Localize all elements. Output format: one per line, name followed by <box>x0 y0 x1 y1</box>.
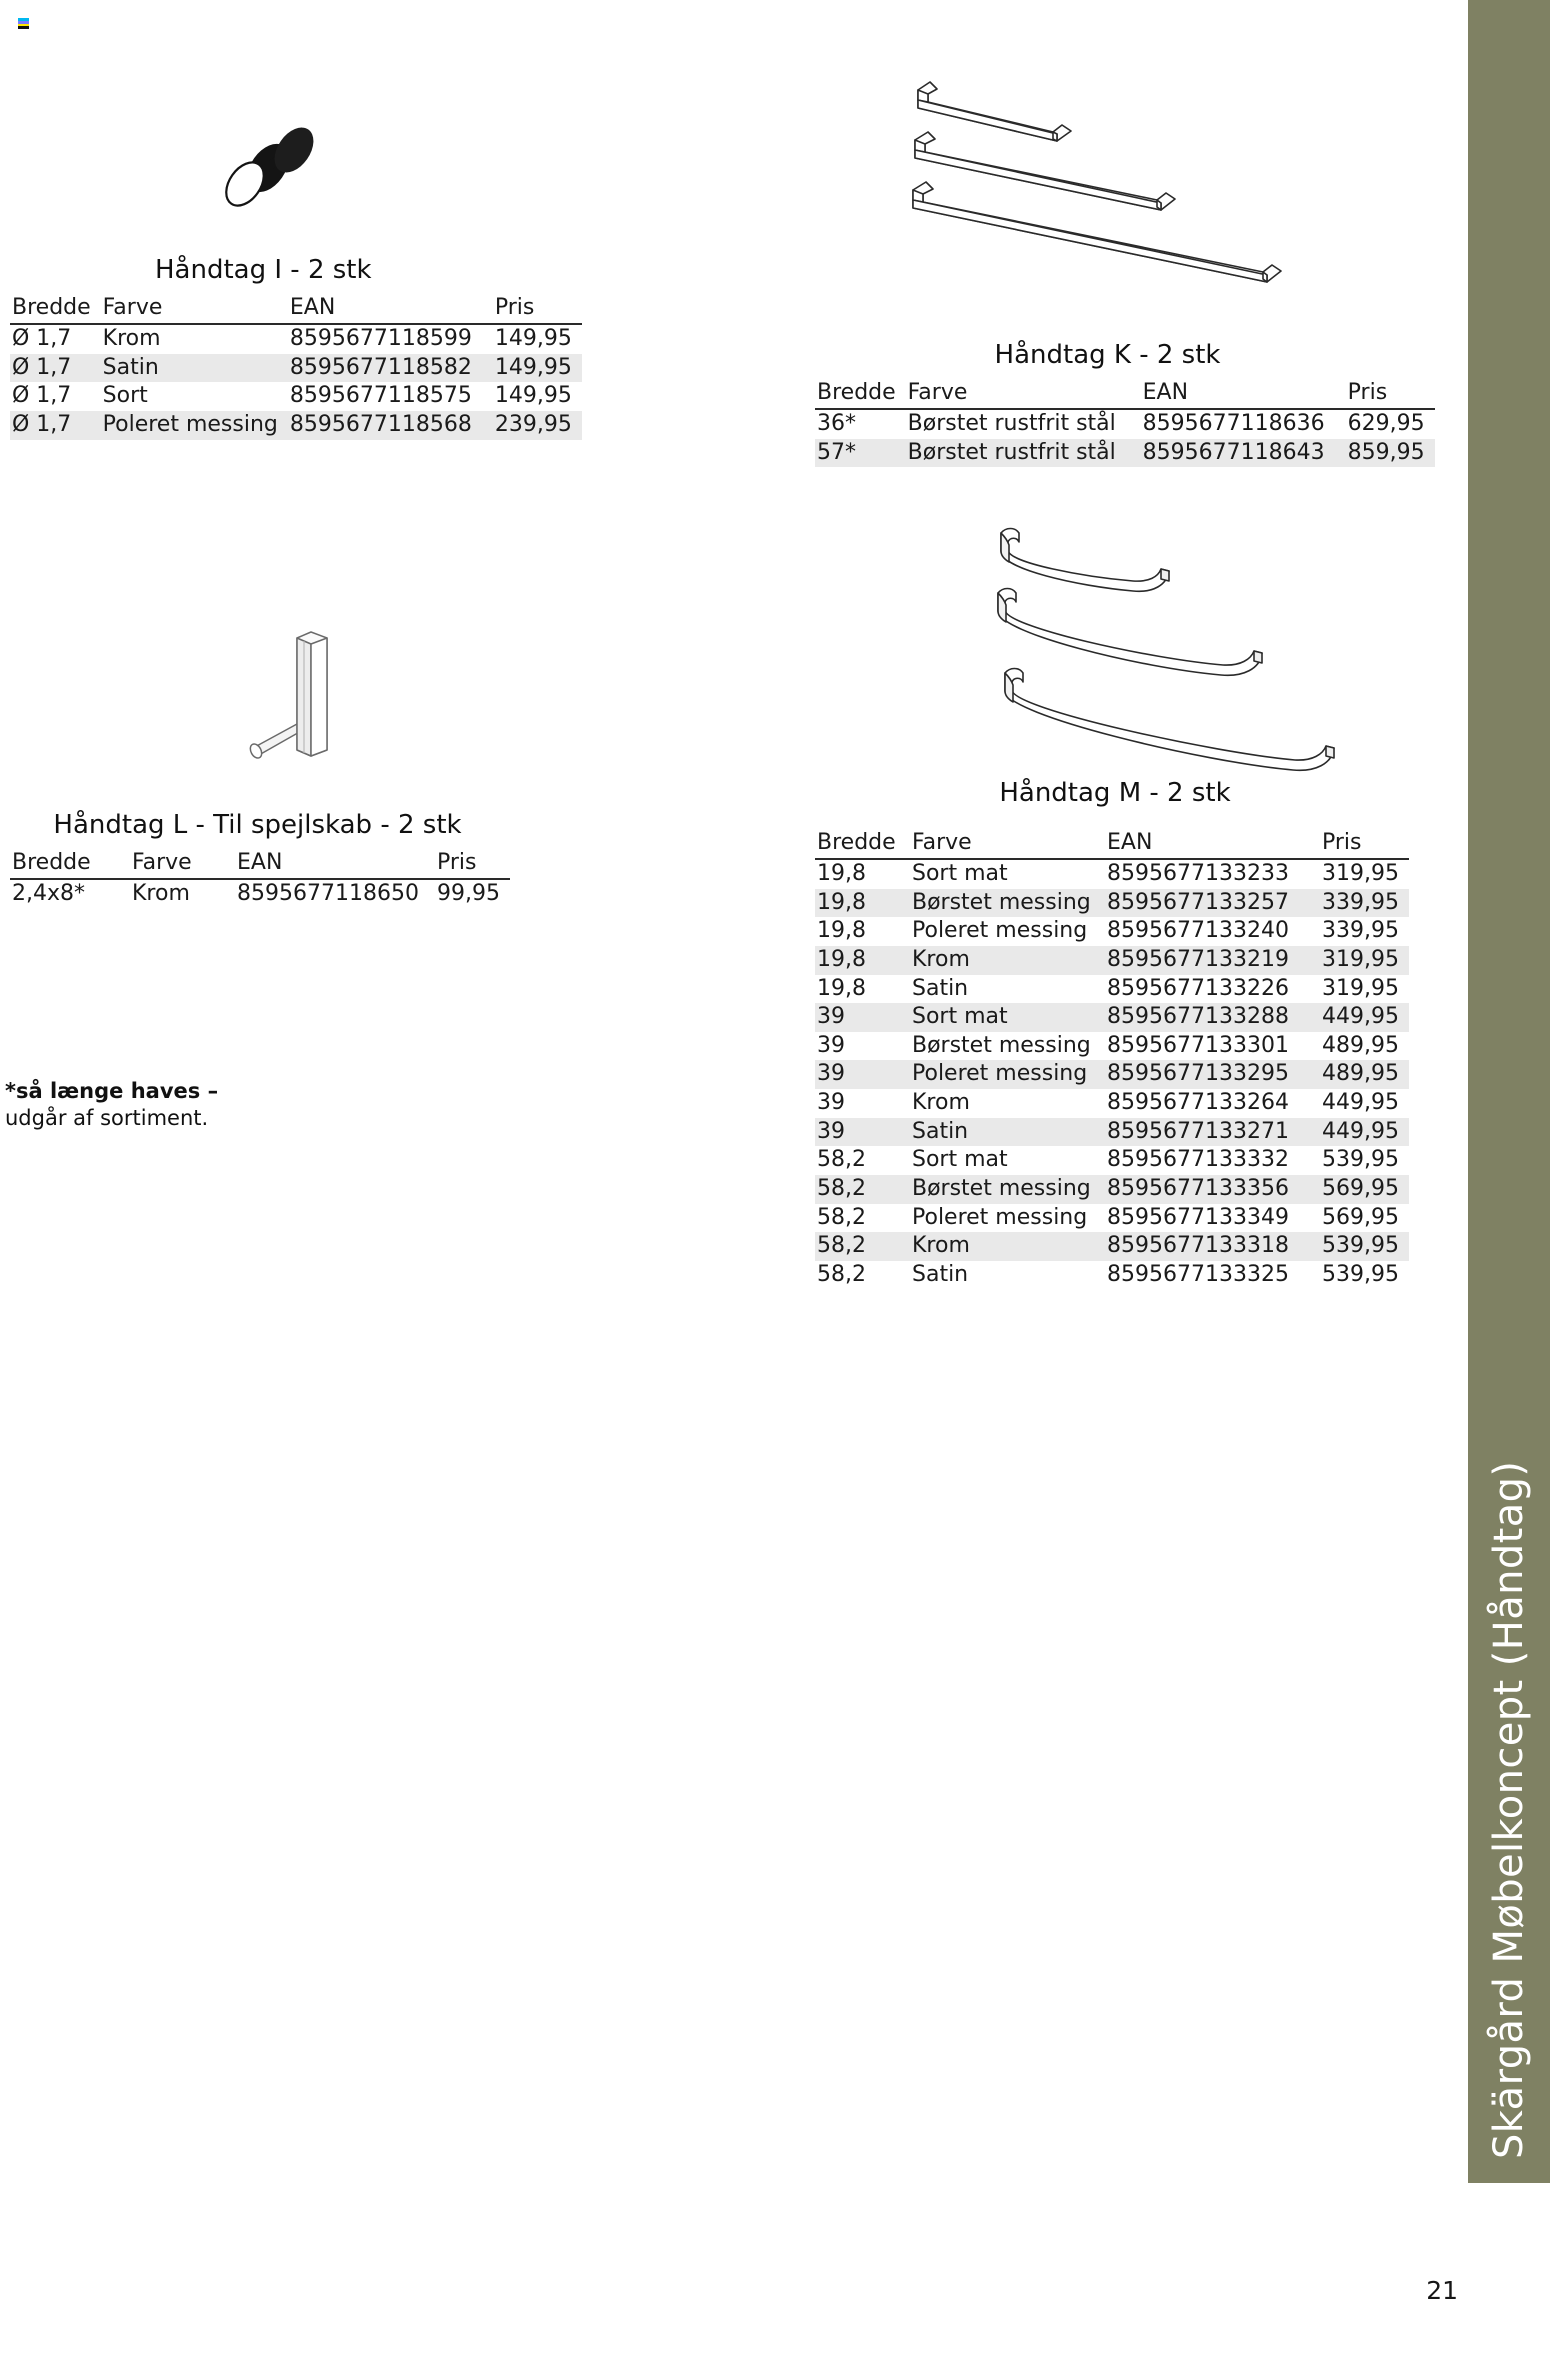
column-header-farve: Farve <box>910 830 1105 859</box>
table-row <box>815 1204 1409 1233</box>
haandtag-k-illustration <box>885 62 1305 312</box>
price-table-haandtag-m <box>815 830 1409 1289</box>
cell-ean: 8595677133295 <box>1107 1061 1289 1087</box>
cell-pris: 449,95 <box>1322 1118 1399 1144</box>
cell-pris: 539,95 <box>1322 1261 1399 1287</box>
footnote <box>5 1078 218 1132</box>
column-header-bredde: Bredde <box>10 295 101 324</box>
cell-farve: Sort mat <box>912 861 1008 886</box>
cell-farve: Poleret messing <box>912 1061 1088 1087</box>
cell-farve: Børstet messing <box>912 889 1091 915</box>
cell-bredde: 39 <box>817 1090 845 1115</box>
column-header-farve: Farve <box>130 850 235 879</box>
cell-ean: 8595677133318 <box>1107 1233 1289 1259</box>
product-block-haandtag-i <box>10 255 582 440</box>
table-row <box>10 879 510 909</box>
product-title-haandtag-l: Håndtag L - Til spejlskab - 2 stk <box>53 810 462 840</box>
column-header-ean: EAN <box>1141 380 1346 409</box>
table-row <box>10 324 582 354</box>
cell-bredde: 19,8 <box>817 889 866 915</box>
cell-ean: 8595677133233 <box>1107 861 1289 886</box>
cell-bredde: 36* <box>817 411 856 436</box>
table-row <box>815 889 1409 918</box>
price-table-haandtag-k <box>815 380 1435 467</box>
cell-pris: 539,95 <box>1322 1233 1399 1259</box>
sidebar-title: Skärgård Møbelkoncept (Håndtag) <box>1486 1460 1532 2159</box>
cell-farve: Poleret messing <box>912 918 1088 944</box>
table-header-row <box>10 850 510 879</box>
cell-pris: 859,95 <box>1347 439 1425 465</box>
cell-pris: 239,95 <box>494 411 572 437</box>
column-header-bredde: Bredde <box>10 850 130 879</box>
table-row <box>10 411 582 440</box>
sidebar-band <box>1468 0 1550 2183</box>
cell-pris: 489,95 <box>1322 1061 1399 1087</box>
cell-bredde: 2,4x8* <box>12 881 86 906</box>
table-row <box>815 917 1409 946</box>
cell-ean: 8595677133271 <box>1107 1118 1289 1144</box>
table-row <box>10 382 582 411</box>
haandtag-i-illustration <box>205 118 335 218</box>
column-header-bredde: Bredde <box>815 380 906 409</box>
cell-bredde: 39 <box>817 1004 845 1030</box>
cell-farve: Krom <box>912 1233 970 1259</box>
cell-pris: 149,95 <box>494 326 572 351</box>
cell-ean: 8595677133219 <box>1107 946 1289 972</box>
cell-bredde: 19,8 <box>817 946 866 972</box>
table-header-row <box>10 295 582 324</box>
cell-bredde: 58,2 <box>817 1204 866 1230</box>
cell-farve: Sort mat <box>912 1004 1008 1030</box>
cell-pris: 339,95 <box>1322 889 1399 915</box>
column-header-bredde: Bredde <box>815 830 910 859</box>
column-header-farve: Farve <box>906 380 1141 409</box>
cell-bredde: 58,2 <box>817 1233 866 1259</box>
cell-pris: 99,95 <box>437 881 500 906</box>
cell-bredde: 39 <box>817 1118 845 1144</box>
table-row <box>815 946 1409 975</box>
cell-farve: Krom <box>102 326 161 351</box>
cell-pris: 489,95 <box>1322 1032 1399 1058</box>
cell-pris: 319,95 <box>1322 975 1399 1001</box>
cell-bredde: 58,2 <box>817 1175 866 1201</box>
cell-bredde: 58,2 <box>817 1261 866 1287</box>
column-header-pris: Pris <box>1346 380 1435 409</box>
table-row <box>815 1089 1409 1118</box>
cell-ean: 8595677118575 <box>289 383 472 409</box>
table-row <box>815 1118 1409 1147</box>
cell-ean: 8595677118636 <box>1142 411 1325 436</box>
footnote-line-1: *så længe haves – <box>5 1079 219 1103</box>
cell-pris: 149,95 <box>494 354 572 380</box>
table-row <box>815 439 1435 468</box>
page-number: 21 <box>1426 2276 1458 2305</box>
cell-ean: 8595677133264 <box>1107 1090 1289 1115</box>
haandtag-m-illustration <box>965 515 1365 780</box>
cell-pris: 569,95 <box>1322 1175 1399 1201</box>
column-header-ean: EAN <box>235 850 435 879</box>
cell-ean: 8595677133332 <box>1107 1147 1289 1173</box>
cell-pris: 539,95 <box>1322 1147 1399 1173</box>
cell-farve: Krom <box>912 946 970 972</box>
cell-bredde: Ø 1,7 <box>12 326 72 351</box>
cell-farve: Børstet rustfrit stål <box>907 411 1116 436</box>
column-header-pris: Pris <box>435 850 510 879</box>
table-row <box>815 1032 1409 1061</box>
cell-bredde: 57* <box>817 439 856 465</box>
cell-farve: Satin <box>912 1118 969 1144</box>
cell-ean: 8595677133257 <box>1107 889 1289 915</box>
table-row <box>10 354 582 383</box>
cell-farve: Sort mat <box>912 1147 1008 1173</box>
table-row <box>815 409 1435 439</box>
column-header-pris: Pris <box>493 295 582 324</box>
product-title-haandtag-k: Håndtag K - 2 stk <box>994 340 1221 370</box>
cell-ean: 8595677133240 <box>1107 918 1289 944</box>
column-header-ean: EAN <box>288 295 493 324</box>
column-header-ean: EAN <box>1105 830 1320 859</box>
cell-farve: Satin <box>912 975 969 1001</box>
cell-ean: 8595677118568 <box>289 411 472 437</box>
black-swatch <box>18 26 29 29</box>
cell-bredde: Ø 1,7 <box>12 411 72 437</box>
color-registration-mark <box>18 18 29 29</box>
cell-ean: 8595677118650 <box>237 881 419 906</box>
cell-ean: 8595677118599 <box>289 326 472 351</box>
footnote-line-2: udgår af sortiment. <box>5 1105 209 1130</box>
table-row <box>815 1003 1409 1032</box>
table-row <box>815 1175 1409 1204</box>
cell-pris: 569,95 <box>1322 1204 1399 1230</box>
haandtag-l-illustration <box>235 610 385 770</box>
cell-bredde: 39 <box>817 1061 845 1087</box>
table-row <box>815 1146 1409 1175</box>
cell-farve: Poleret messing <box>912 1204 1088 1230</box>
table-header-row <box>815 380 1435 409</box>
cell-ean: 8595677133356 <box>1107 1175 1289 1201</box>
product-block-haandtag-l <box>10 810 510 909</box>
cell-farve: Satin <box>102 354 159 380</box>
cell-farve: Børstet rustfrit stål <box>907 439 1116 465</box>
cell-farve: Børstet messing <box>912 1175 1091 1201</box>
table-row <box>815 1261 1409 1290</box>
cell-farve: Børstet messing <box>912 1032 1091 1058</box>
product-title-haandtag-i: Håndtag I - 2 stk <box>155 255 372 285</box>
table-row <box>815 975 1409 1004</box>
table-header-row <box>815 830 1409 859</box>
cell-bredde: 58,2 <box>817 1147 866 1173</box>
price-table-haandtag-i <box>10 295 582 440</box>
cell-bredde: 19,8 <box>817 975 866 1001</box>
cell-bredde: 19,8 <box>817 861 866 886</box>
cell-bredde: 19,8 <box>817 918 866 944</box>
cell-pris: 319,95 <box>1322 861 1399 886</box>
product-block-haandtag-m <box>815 778 1415 1289</box>
cell-ean: 8595677118582 <box>289 354 472 380</box>
column-header-pris: Pris <box>1320 830 1409 859</box>
table-row <box>815 1232 1409 1261</box>
cell-pris: 449,95 <box>1322 1090 1399 1115</box>
column-header-farve: Farve <box>101 295 288 324</box>
cell-farve: Satin <box>912 1261 969 1287</box>
cell-ean: 8595677118643 <box>1142 439 1325 465</box>
cell-pris: 449,95 <box>1322 1004 1399 1030</box>
product-block-haandtag-k <box>815 340 1435 467</box>
cell-farve: Sort <box>102 383 148 409</box>
cell-bredde: Ø 1,7 <box>12 383 72 409</box>
cell-pris: 339,95 <box>1322 918 1399 944</box>
cell-ean: 8595677133325 <box>1107 1261 1289 1287</box>
product-title-haandtag-m: Håndtag M - 2 stk <box>999 778 1231 808</box>
cell-bredde: Ø 1,7 <box>12 354 72 380</box>
cell-farve: Poleret messing <box>102 411 278 437</box>
cell-ean: 8595677133288 <box>1107 1004 1289 1030</box>
table-row <box>815 859 1409 889</box>
cell-pris: 149,95 <box>494 383 572 409</box>
price-table-haandtag-l <box>10 850 510 909</box>
cell-farve: Krom <box>132 881 190 906</box>
cell-ean: 8595677133301 <box>1107 1032 1289 1058</box>
cell-bredde: 39 <box>817 1032 845 1058</box>
cell-pris: 629,95 <box>1347 411 1425 436</box>
cell-farve: Krom <box>912 1090 970 1115</box>
cell-pris: 319,95 <box>1322 946 1399 972</box>
cell-ean: 8595677133226 <box>1107 975 1289 1001</box>
cell-ean: 8595677133349 <box>1107 1204 1289 1230</box>
table-row <box>815 1060 1409 1089</box>
